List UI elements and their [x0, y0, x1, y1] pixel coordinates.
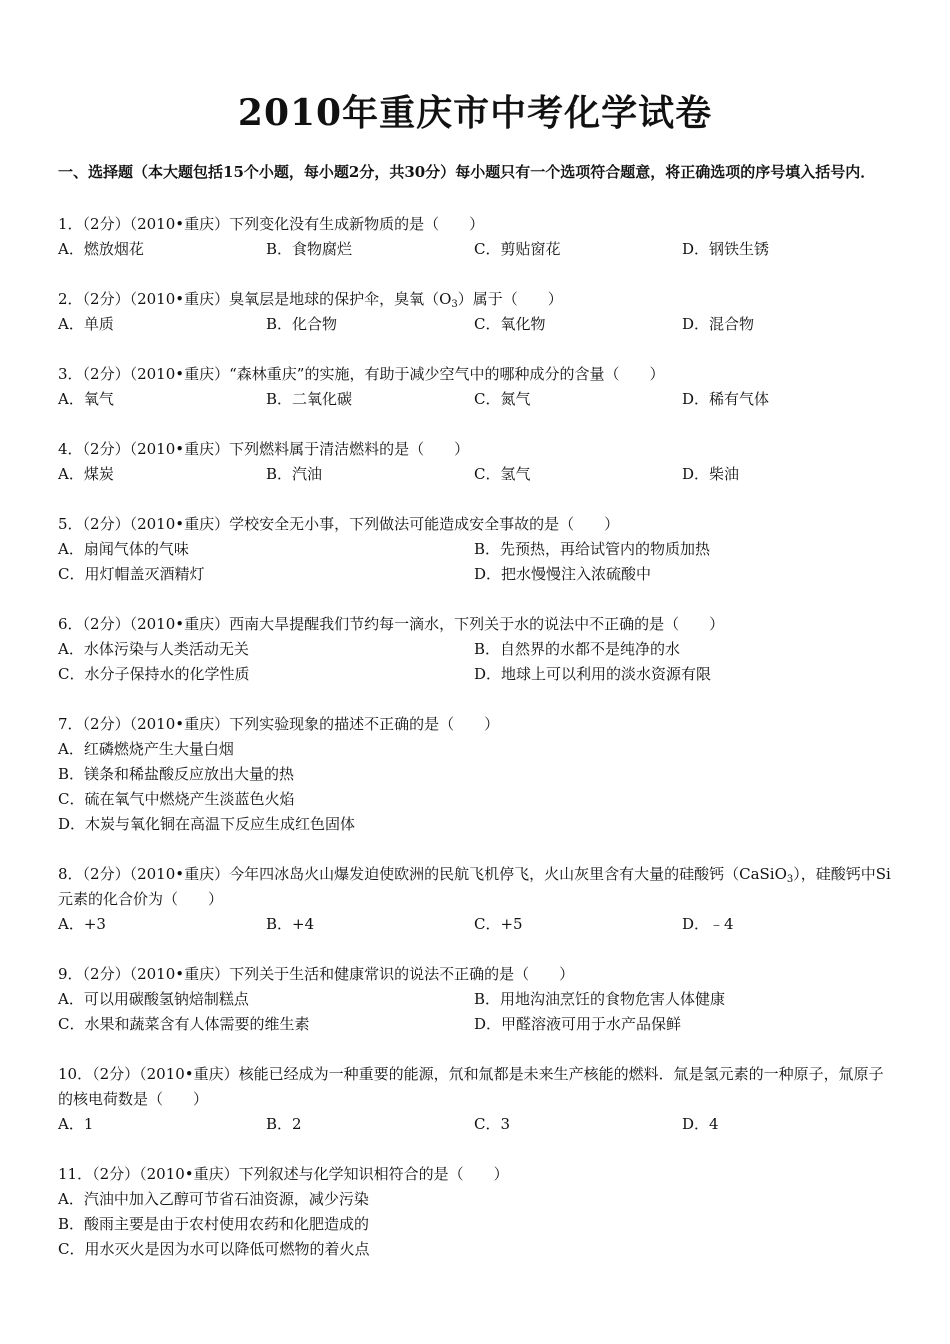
options-row [58, 637, 894, 662]
option-c: C．水分子保持水的化学性质 [58, 665, 250, 683]
question-stem [58, 287, 894, 312]
option-a: A．汽油中加入乙醇可节省石油资源，减少污染 [58, 1190, 369, 1208]
options-row [58, 812, 894, 837]
stem-text: 8．（2分）（2010•重庆）今年四冰岛火山爆发迫使欧洲的民航飞机停飞，火山灰里含有大量的硅酸钙（CaSiO [58, 865, 787, 883]
option-b: B．自然界的水都不是纯净的水 [474, 640, 681, 658]
options-row [58, 387, 894, 412]
option-b: B．先预热，再给试管内的物质加热 [474, 540, 711, 558]
question-3 [58, 362, 894, 412]
option-d: D．柴油 [682, 465, 740, 483]
option-a: A．水体污染与人类活动无关 [58, 640, 249, 658]
options-row [58, 762, 894, 787]
option-a: A．氧气 [58, 390, 114, 408]
option-b: B．2 [266, 1115, 302, 1133]
question-stem: 9．（2分）（2010•重庆）下列关于生活和健康常识的说法不正确的是（ ） [58, 965, 575, 983]
question-6 [58, 612, 894, 687]
page-title: 2010年重庆市中考化学试卷 [237, 92, 713, 134]
option-a: A．1 [58, 1115, 94, 1133]
question-2 [58, 287, 894, 337]
question-stem: 7．（2分）（2010•重庆）下列实验现象的描述不正确的是（ ） [58, 715, 500, 733]
question-10 [58, 1062, 894, 1137]
option-c: C．氢气 [474, 465, 531, 483]
option-c: C．用水灭火是因为水可以降低可燃物的着火点 [58, 1240, 370, 1258]
options-row [58, 1212, 894, 1237]
question-stem: 5．（2分）（2010•重庆）学校安全无小事，下列做法可能造成安全事故的是（ ） [58, 515, 620, 533]
option-d: D．地球上可以利用的淡水资源有限 [474, 665, 712, 683]
option-b: B．化合物 [266, 315, 338, 333]
question-7 [58, 712, 894, 837]
options-row [58, 1237, 894, 1262]
question-11 [58, 1162, 894, 1262]
option-a: A．燃放烟花 [58, 240, 144, 258]
option-c: C．用灯帽盖灭酒精灯 [58, 565, 205, 583]
option-b: B．汽油 [266, 465, 323, 483]
option-c: C．氧化物 [474, 315, 546, 333]
section-heading: 一、选择题（本大题包括15个小题，每小题2分，共30分）每小题只有一个选项符合题意，将正确选项的序号填入括号内． [58, 163, 876, 181]
option-b: B．食物腐烂 [266, 240, 353, 258]
stem-text: ），硅酸钙中Si元素的化合价为（ ） [58, 865, 891, 908]
options-row [58, 912, 894, 937]
question-stem [58, 862, 894, 912]
question-stem: 3．（2分）（2010•重庆）“森林重庆”的实施，有助于减少空气中的哪种成分的含量（ ） [58, 365, 665, 383]
option-d: D．稀有气体 [682, 390, 770, 408]
options-row [58, 1012, 894, 1037]
option-c: C．氮气 [474, 390, 531, 408]
option-a: A．可以用碳酸氢钠焙制糕点 [58, 990, 249, 1008]
option-c: C．硫在氧气中燃烧产生淡蓝色火焰 [58, 790, 295, 808]
question-stem: 11．（2分）（2010•重庆）下列叙述与化学知识相符合的是（ ） [58, 1165, 509, 1183]
subscript: 3 [451, 299, 458, 310]
question-4 [58, 437, 894, 487]
options-row [58, 312, 894, 337]
option-b: B．+4 [266, 915, 315, 933]
option-c: C．剪贴窗花 [474, 240, 561, 258]
option-a: A．煤炭 [58, 465, 114, 483]
stem-text: ）属于（ ） [457, 290, 563, 308]
options-row [58, 662, 894, 687]
option-b: B．二氧化碳 [266, 390, 353, 408]
option-d: D．甲醛溶液可用于水产品保鲜 [474, 1015, 682, 1033]
option-d: D．把水慢慢注入浓硫酸中 [474, 565, 652, 583]
option-d: D．混合物 [682, 315, 755, 333]
option-d: D．木炭与氧化铜在高温下反应生成红色固体 [58, 815, 356, 833]
options-row [58, 462, 894, 487]
question-stem: 1．（2分）（2010•重庆）下列变化没有生成新物质的是（ ） [58, 215, 485, 233]
options-row [58, 987, 894, 1012]
options-row [58, 1187, 894, 1212]
option-a: A．红磷燃烧产生大量白烟 [58, 740, 234, 758]
option-a: A．+3 [58, 915, 106, 933]
question-stem: 4．（2分）（2010•重庆）下列燃料属于清洁燃料的是（ ） [58, 440, 470, 458]
option-a: A．单质 [58, 315, 114, 333]
question-5 [58, 512, 894, 587]
option-b: B．酸雨主要是由于农村使用农药和化肥造成的 [58, 1215, 370, 1233]
option-d: D．﹣4 [682, 915, 734, 933]
option-c: C．+5 [474, 915, 523, 933]
question-1 [58, 212, 894, 262]
options-row [58, 562, 894, 587]
subscript: 3 [786, 874, 794, 885]
option-b: B．镁条和稀盐酸反应放出大量的热 [58, 765, 295, 783]
option-d: D．4 [682, 1115, 719, 1133]
option-b: B．用地沟油烹饪的食物危害人体健康 [474, 990, 726, 1008]
options-row [58, 1112, 894, 1137]
options-row [58, 787, 894, 812]
option-c: C．水果和蔬菜含有人体需要的维生素 [58, 1015, 310, 1033]
question-8 [58, 862, 894, 937]
question-stem: 10．（2分）（2010•重庆）核能已经成为一种重要的能源，氘和氚都是未来生产核能的燃料．氚是氢元素的一种原子，氚原子的核电荷数是（ ） [58, 1065, 884, 1108]
question-9 [58, 962, 894, 1037]
option-a: A．扇闻气体的气味 [58, 540, 189, 558]
options-row [58, 237, 894, 262]
options-row [58, 537, 894, 562]
option-d: D．钢铁生锈 [682, 240, 770, 258]
option-c: C．3 [474, 1115, 511, 1133]
options-row [58, 737, 894, 762]
question-stem: 6．（2分）（2010•重庆）西南大旱提醒我们节约每一滴水，下列关于水的说法中不正确的是（ ） [58, 615, 725, 633]
stem-text: 2．（2分）（2010•重庆）臭氧层是地球的保护伞，臭氧（O [58, 290, 452, 308]
